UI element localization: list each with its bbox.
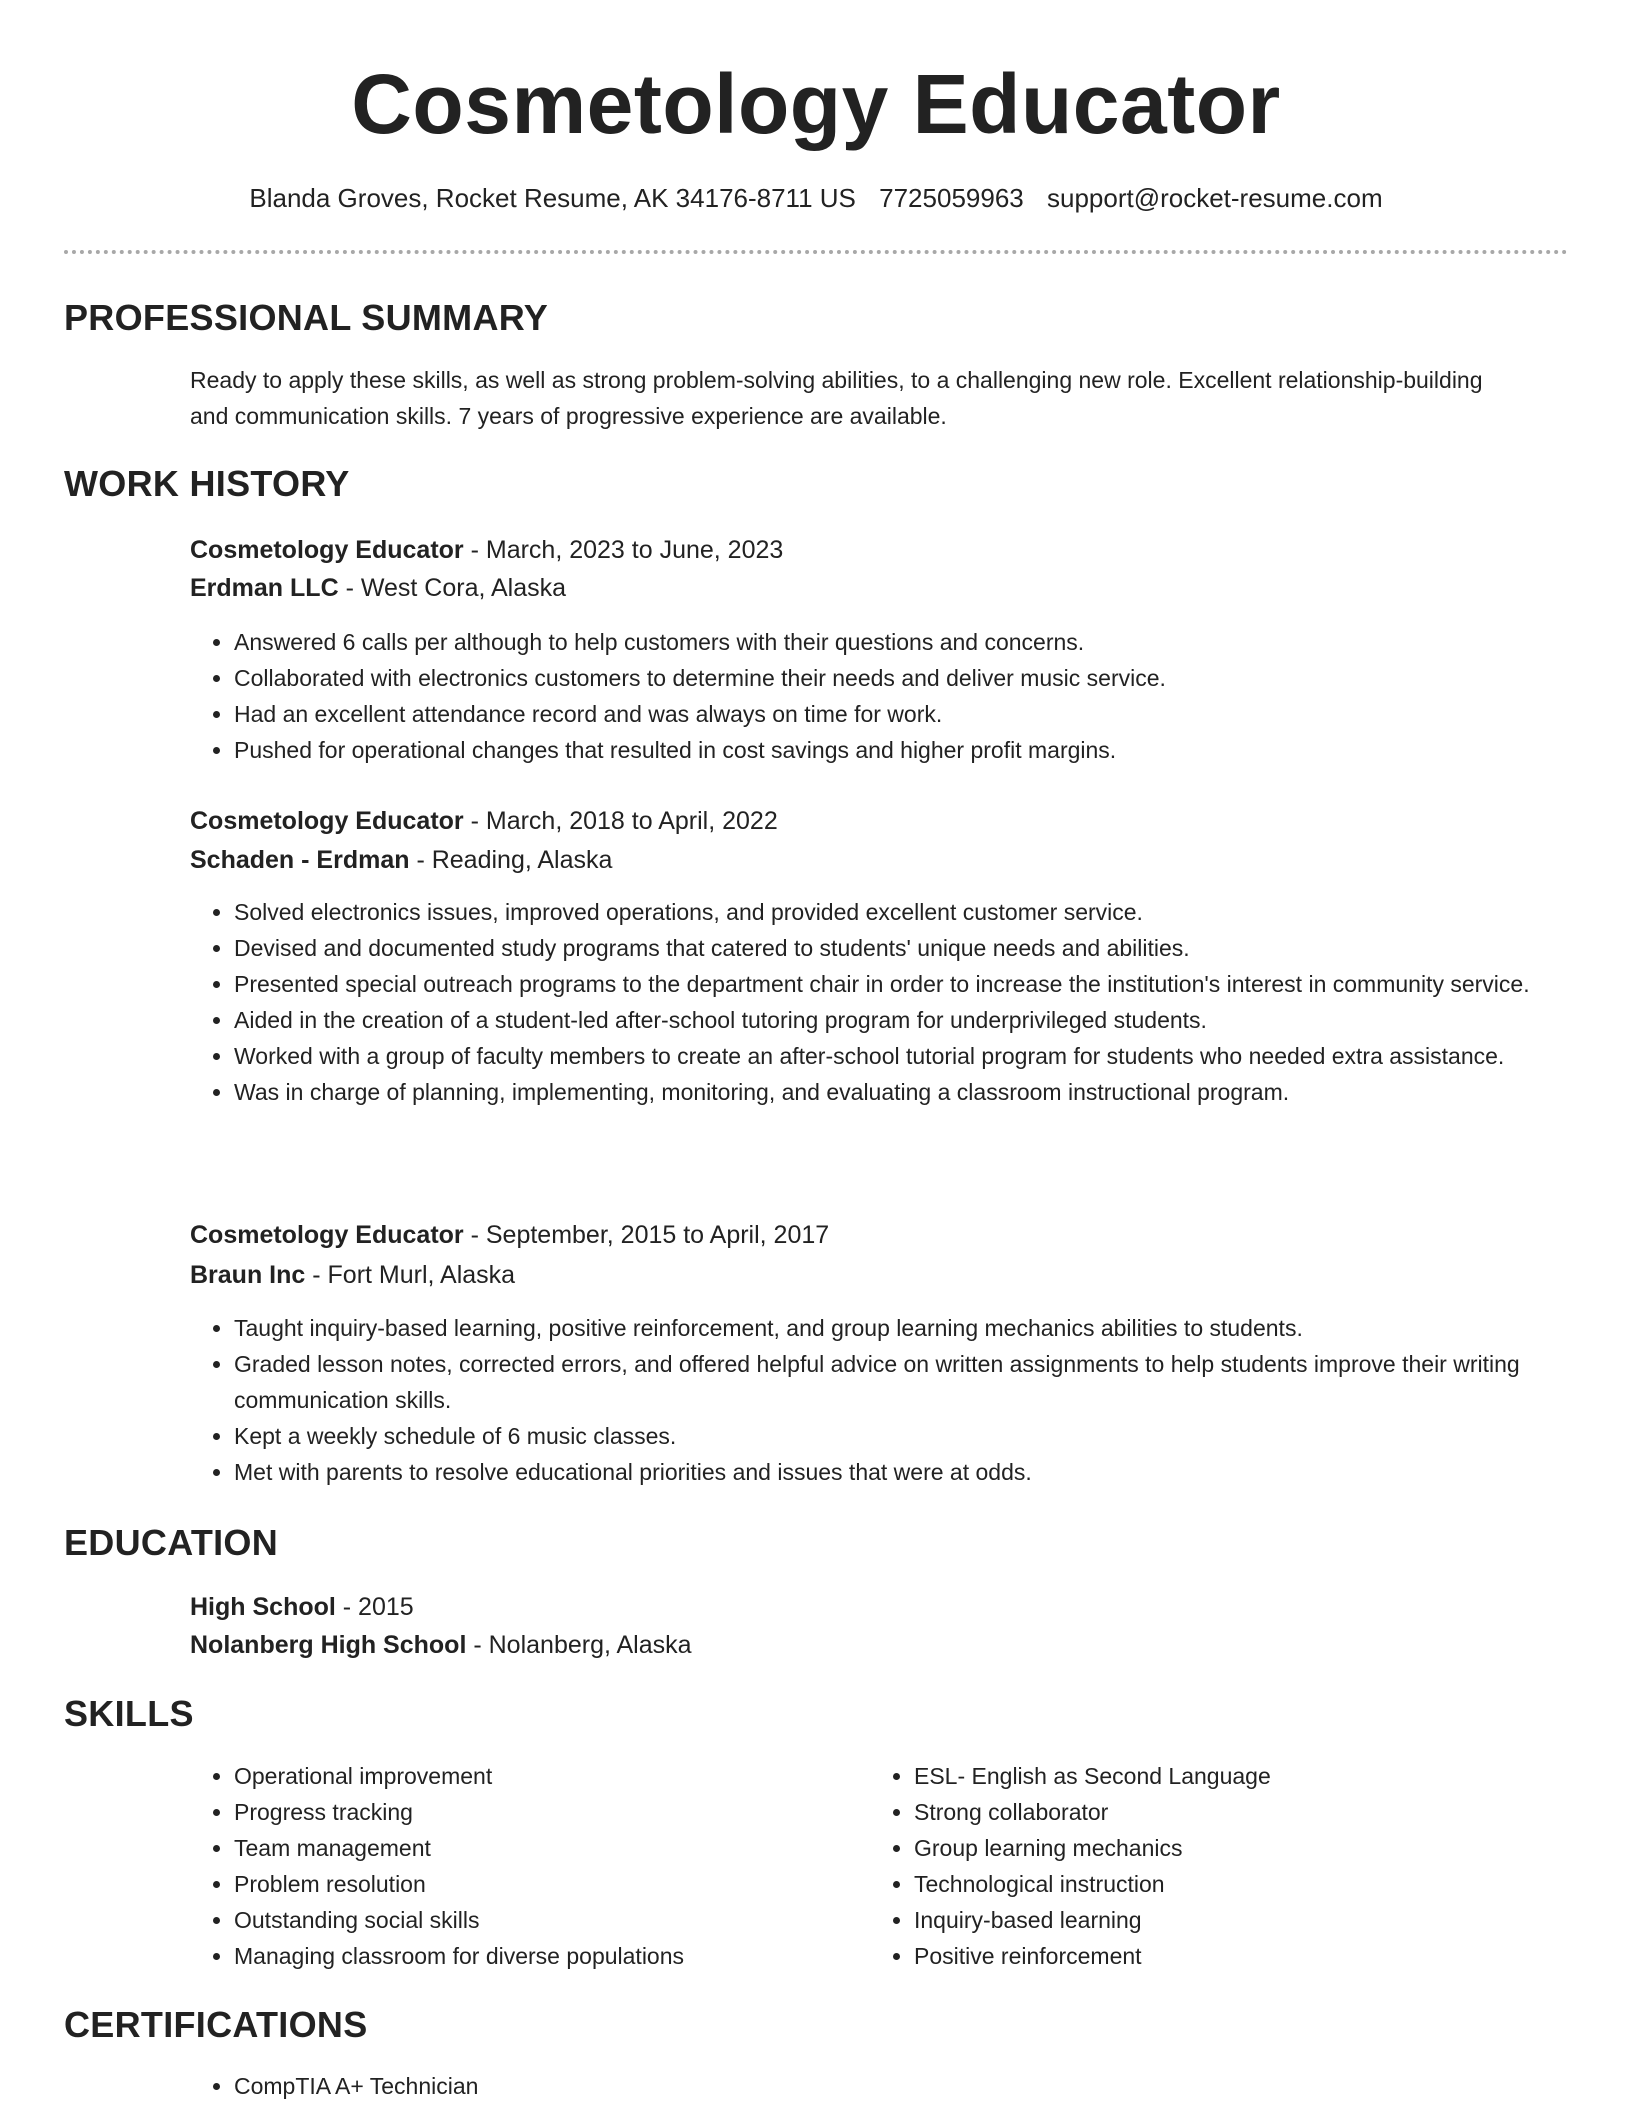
job-1-title-line (190, 531, 783, 569)
list-item: • Pushed for operational changes that resulted in cost savings and higher profit margins. (234, 732, 1614, 768)
job-1-role: Cosmetology Educator (190, 536, 464, 564)
job-3-bullets (190, 1310, 1614, 1490)
job-1-company-line (190, 569, 566, 607)
section-title-summary: PROFESSIONAL SUMMARY (64, 297, 549, 338)
contact-phone: 7725059963 (879, 183, 1024, 213)
job-2-location: - Reading, Alaska (409, 846, 613, 874)
job-2-company: Schaden - Erdman (190, 846, 410, 874)
header-divider (64, 250, 1568, 254)
education-year: - 2015 (335, 1593, 414, 1621)
job-3-company: Braun Inc (190, 1261, 306, 1289)
job-1-dates: - March, 2023 to June, 2023 (463, 536, 784, 564)
job-1-bullets (190, 624, 1614, 768)
job-2-company-line (190, 841, 612, 879)
list-item: • Group learning mechanics (914, 1830, 1514, 1866)
job-2-bullets (190, 894, 1614, 1110)
list-item: • Presented special outreach programs to the department chair in order to increase the institution's interest in community service. (234, 966, 1614, 1002)
list-item: • Technological instruction (914, 1866, 1514, 1902)
job-2-title-line (190, 802, 778, 840)
contact-line (0, 180, 1632, 216)
section-title-skills: SKILLS (64, 1693, 194, 1734)
list-item: • Progress tracking (234, 1794, 834, 1830)
job-3-role: Cosmetology Educator (190, 1221, 464, 1249)
contact-email: support@rocket-resume.com (1046, 183, 1383, 213)
list-item: • Was in charge of planning, implementing, monitoring, and evaluating a classroom instructional program. (234, 1074, 1614, 1110)
summary-text: Ready to apply these skills, as well as strong problem-solving abilities, to a challenging new role. Excellent relationship-building and communication skills. 7 years of progressive experience are available. (190, 367, 1483, 429)
education-degree: High School (190, 1593, 336, 1621)
list-item: • Devised and documented study programs that catered to students' unique needs and abilities. (234, 930, 1614, 966)
list-item: • Solved electronics issues, improved operations, and provided excellent customer service. (234, 894, 1614, 930)
job-3-location: - Fort Murl, Alaska (305, 1261, 516, 1289)
list-item: • CompTIA A+ Technician (234, 2068, 1614, 2104)
list-item: • Worked with a group of faculty members to create an after-school tutorial program for students who needed extra assistance. (234, 1038, 1614, 1074)
list-item: • Met with parents to resolve educational priorities and issues that were at odds. (234, 1454, 1614, 1490)
section-title-work-history: WORK HISTORY (64, 463, 350, 504)
job-1-location: - West Cora, Alaska (338, 574, 567, 602)
list-item: • Answered 6 calls per although to help customers with their questions and concerns. (234, 624, 1614, 660)
list-item: • Outstanding social skills (234, 1902, 834, 1938)
job-1-company: Erdman LLC (190, 574, 339, 602)
list-item: • Had an excellent attendance record and was always on time for work. (234, 696, 1614, 732)
list-item: • Collaborated with electronics customers to determine their needs and deliver music service. (234, 660, 1614, 696)
education-location: - Nolanberg, Alaska (466, 1631, 692, 1659)
list-item: • Team management (234, 1830, 834, 1866)
education-school: Nolanberg High School (190, 1631, 467, 1659)
list-item: • Managing classroom for diverse populations (234, 1938, 834, 1974)
education-degree-line (190, 1588, 414, 1626)
section-title-certifications: CERTIFICATIONS (64, 2004, 368, 2045)
list-item: • Aided in the creation of a student-led after-school tutoring program for underprivileged students. (234, 1002, 1614, 1038)
job-3-dates: - September, 2015 to April, 2017 (463, 1221, 830, 1249)
contact-address: Blanda Groves, Rocket Resume, AK 34176-8711 US (249, 183, 856, 213)
job-3-title-line (190, 1216, 829, 1254)
list-item: • Problem resolution (234, 1866, 834, 1902)
education-school-line (190, 1626, 692, 1664)
list-item: • Graded lesson notes, corrected errors, and offered helpful advice on written assignments to help students improve their writing communication skills. (234, 1346, 1614, 1418)
section-title-education: EDUCATION (64, 1522, 279, 1563)
list-item: • ESL- English as Second Language (914, 1758, 1514, 1794)
list-item: • Kept a weekly schedule of 6 music classes. (234, 1418, 1614, 1454)
skills-right-column (870, 1758, 1514, 1974)
certifications-list (190, 2068, 1614, 2104)
job-2-dates: - March, 2018 to April, 2022 (463, 807, 778, 835)
list-item: • Strong collaborator (914, 1794, 1514, 1830)
list-item: • Positive reinforcement (914, 1938, 1514, 1974)
list-item: • Inquiry-based learning (914, 1902, 1514, 1938)
list-item: • Taught inquiry-based learning, positive reinforcement, and group learning mechanics abilities to students. (234, 1310, 1614, 1346)
list-item: • Operational improvement (234, 1758, 834, 1794)
job-2-role: Cosmetology Educator (190, 807, 464, 835)
job-3-company-line (190, 1256, 515, 1294)
resume-name-title: Cosmetology Educator (351, 57, 1281, 151)
skills-left-column (190, 1758, 834, 1974)
